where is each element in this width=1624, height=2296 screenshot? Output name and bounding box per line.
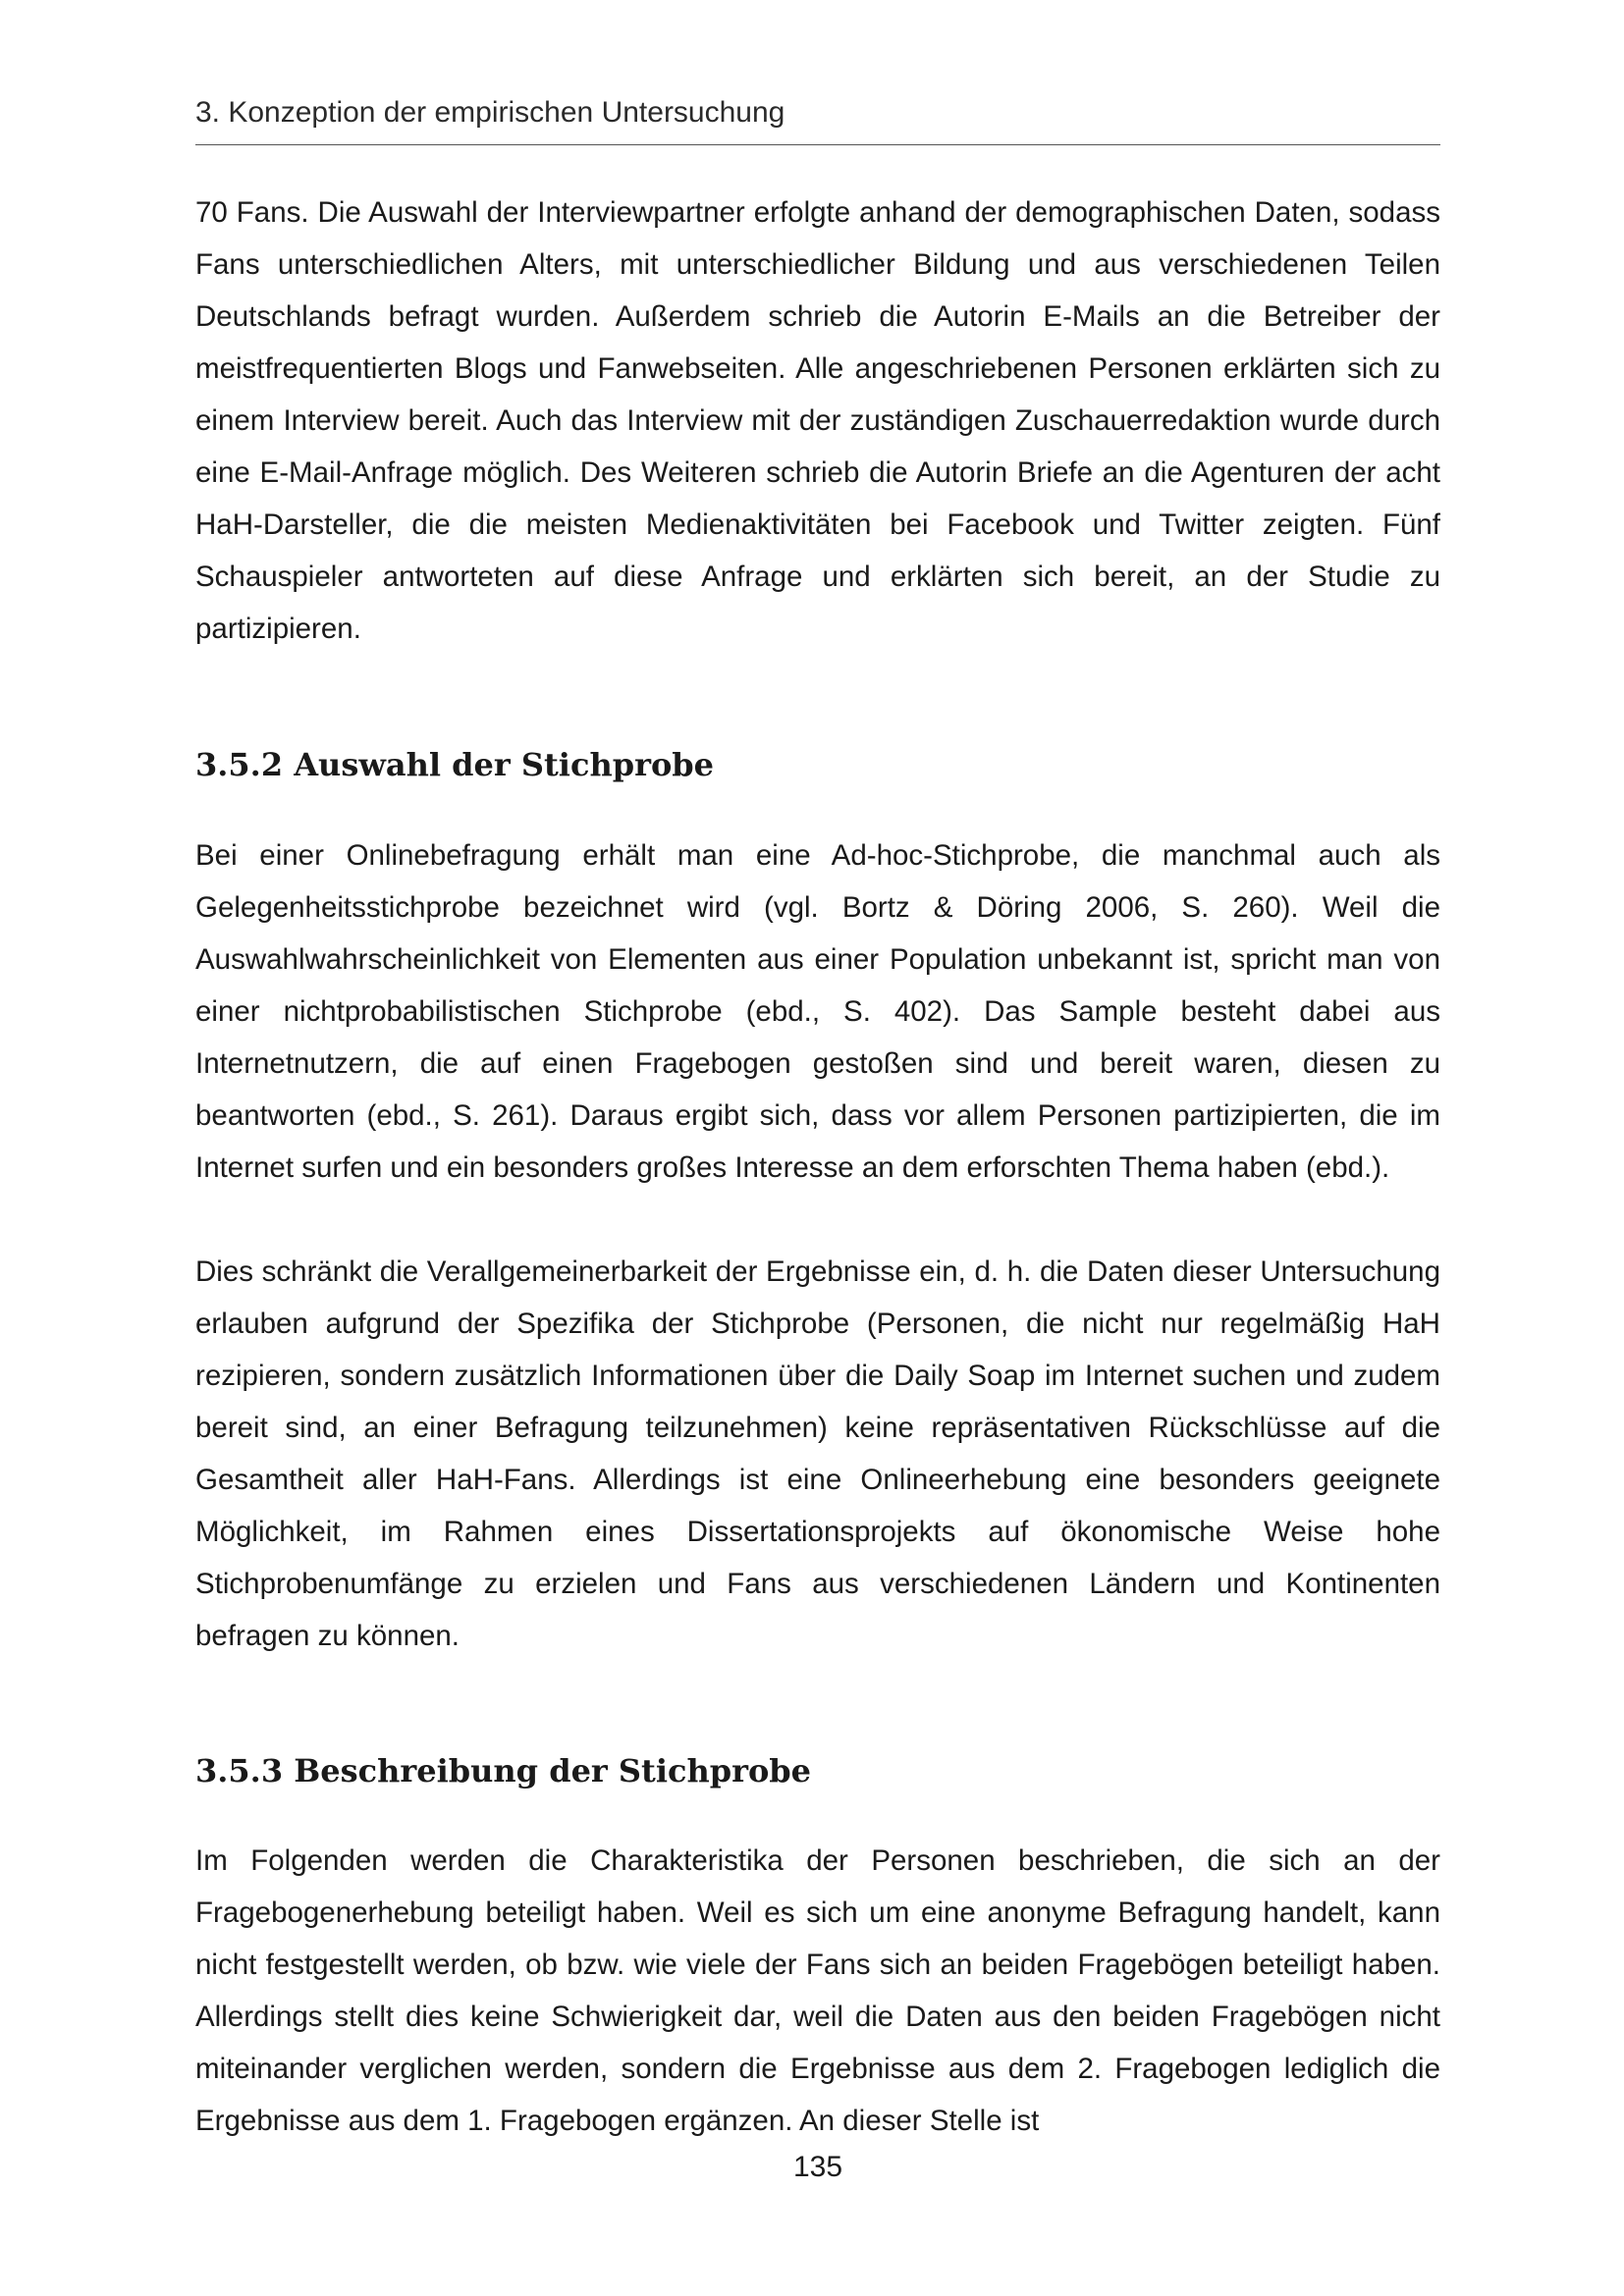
paragraph-generalizability: Dies schränkt die Verallgemeinerbarkeit der Ergebnisse ein, d. h. die Daten dieser Untersuchung erlauben aufgrund der Spezifika der Stichprobe (Personen, die nicht nur regelmäßig HaH rezipieren, sondern zusätzlich Informationen über die Daily Soap im Internet suchen und zudem bereit sind, an einer Befragung teilzunehmen) keine repräsentativen Rückschlüsse auf die Gesamtheit aller HaH-Fans. Allerdings ist eine Onlineerhebung eine besonders geeignete Möglichkeit, im Rahmen eines Dissertationsprojekts auf ökonomische Weise hohe Stichprobenumfänge zu erzielen und Fans aus verschiedenen Ländern und Kontinenten befragen zu können.	[195, 1255, 1440, 1652]
running-header: 3. Konzeption der empirischen Untersuchung	[195, 96, 785, 129]
paragraph-sample-characteristics: Im Folgenden werden die Charakteristika der Personen beschrieben, die sich an der Fragebogenerhebung beteiligt haben. Weil es sich um eine anonyme Befragung handelt, kann nicht festgestellt werden, ob bzw. wie viele der Fans sich an beiden Fragebögen beteiligt haben. Allerdings stellt dies keine Schwierigkeit dar, weil die Daten aus den beiden Fragebögen nicht miteinander verglichen werden, sondern die Ergebnisse aus dem 2. Fragebogen lediglich die Ergebnisse aus dem 1. Fragebogen ergänzen. An dieser Stelle ist	[195, 1844, 1440, 2137]
header-divider	[195, 144, 1440, 145]
paragraph-interview-partners: 70 Fans. Die Auswahl der Interviewpartner erfolgte anhand der demographischen Daten, sodass Fans unterschiedlichen Alters, mit unterschiedlicher Bildung und aus verschiedenen Teilen Deutschlands befragt wurden. Außerdem schrieb die Autorin E-Mails an die Betreiber der meistfrequentierten Blogs und Fanwebseiten. Alle angeschriebenen Personen erklärten sich zu einem Interview bereit. Auch das Interview mit der zuständigen Zuschauerredaktion wurde durch eine E-Mail-Anfrage möglich. Des Weiteren schrieb die Autorin Briefe an die Agenturen der acht HaH-Darsteller, die die meisten Medienaktivitäten bei Facebook und Twitter zeigten. Fünf Schauspieler antworteten auf diese Anfrage und erklärten sich bereit, an der Studie zu partizipieren.	[195, 196, 1440, 645]
section-heading-auswahl-der-stichprobe: 3.5.2 Auswahl der Stichprobe	[195, 746, 715, 783]
paragraph-ad-hoc-sample: Bei einer Onlinebefragung erhält man eine Ad-hoc-Stichprobe, die manchmal auch als Gelegenheitsstichprobe bezeichnet wird (vgl. Bortz & Döring 2006, S. 260). Weil die Auswahlwahrscheinlichkeit von Elementen aus einer Population unbekannt ist, spricht man von einer nichtprobabilistischen Stichprobe (ebd., S. 402). Das Sample besteht dabei aus Internetnutzern, die auf einen Fragebogen gestoßen sind und bereit waren, diesen zu beantworten (ebd., S. 261). Daraus ergibt sich, dass vor allem Personen partizipierten, die im Internet surfen und ein besonders großes Interesse an dem erforschten Thema haben (ebd.).	[195, 839, 1440, 1184]
page-number: 135	[792, 2151, 843, 2183]
section-heading-beschreibung-der-stichprobe: 3.5.3 Beschreibung der Stichprobe	[195, 1752, 812, 1789]
